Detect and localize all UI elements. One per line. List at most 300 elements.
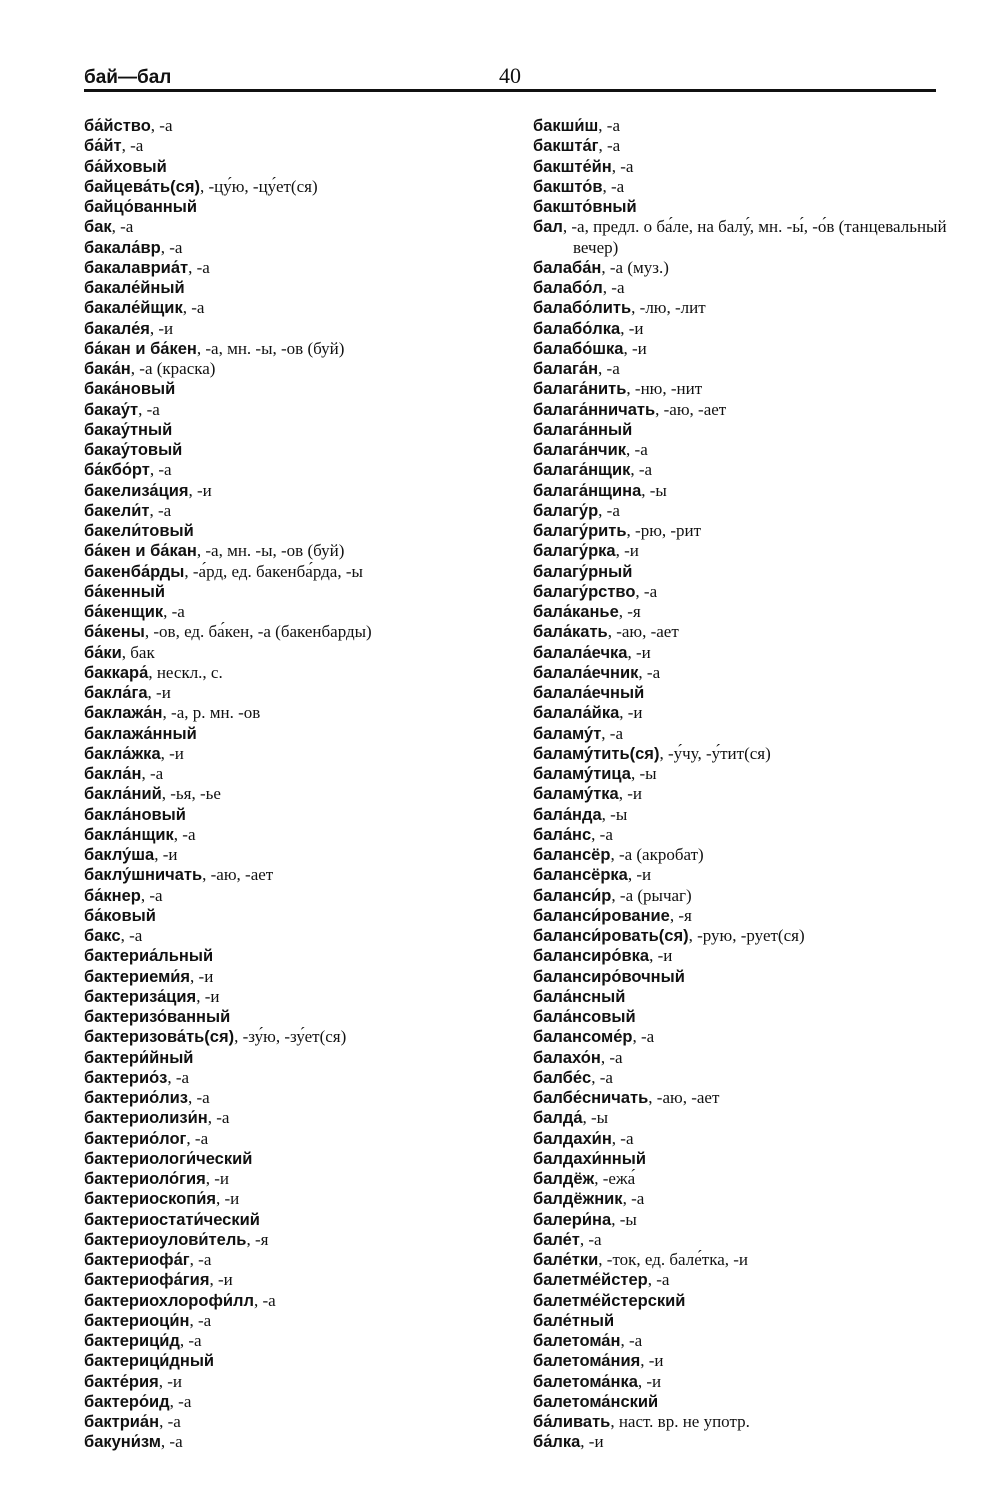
headword: ба́ливать: [533, 1413, 611, 1431]
grammar-note: , -ы: [611, 1209, 637, 1229]
dictionary-entry: [533, 1412, 953, 1432]
dictionary-entry: [533, 825, 953, 845]
headword: ба́кены: [84, 623, 145, 642]
headword: баламу́тица: [533, 765, 631, 783]
grammar-note: , -ы: [582, 1108, 609, 1128]
left-column: [84, 116, 504, 1453]
headword: балагу́рство: [533, 582, 636, 601]
grammar-note: , -а: [149, 460, 172, 480]
dictionary-entry: [84, 845, 504, 865]
headword: балетома́ния: [533, 1352, 641, 1371]
headword: балага́нщина: [533, 481, 642, 500]
grammar-note: , -а: [150, 116, 173, 135]
dictionary-entry: [84, 1412, 504, 1432]
headword: баклу́ша: [84, 846, 155, 864]
grammar-note: , наст. вр. не употр.: [610, 1412, 750, 1431]
grammar-note: , -а́рд, ед. бакенба́рда, -ы: [184, 561, 363, 581]
headword: ба́кан и ба́кен: [84, 339, 197, 358]
grammar-note: , -а: [207, 1108, 230, 1128]
dictionary-entry: [533, 643, 953, 663]
right-column: [533, 116, 953, 1453]
dictionary-entry: [84, 1432, 504, 1452]
dictionary-entry: [533, 116, 953, 136]
dictionary-entry: [84, 1351, 504, 1371]
dictionary-entry: [533, 1291, 953, 1311]
dictionary-entry: [533, 359, 953, 379]
headword: балага́нчик: [533, 441, 627, 459]
grammar-note: , -а: [182, 298, 205, 318]
dictionary-entry: [533, 602, 953, 622]
headword: балабо́шка: [533, 339, 624, 358]
dictionary-entry: [533, 886, 953, 906]
headword: бакала́вр: [84, 238, 161, 257]
grammar-note: , -и: [209, 1270, 233, 1290]
headword: бактериохлорофи́лл: [84, 1291, 254, 1310]
grammar-note: , -а, мн. -ы, -ов (буй): [196, 541, 345, 561]
dictionary-entry: [84, 177, 504, 197]
headword: баламу́т: [533, 724, 602, 743]
dictionary-entry: [84, 278, 504, 298]
grammar-note: , -а (акробат): [610, 845, 704, 864]
headword: бакуни́зм: [84, 1433, 161, 1452]
headword: бактерио́лиз: [84, 1089, 189, 1107]
dictionary-entry: [84, 1068, 504, 1088]
dictionary-entry: [533, 906, 953, 926]
grammar-note: , -и: [160, 743, 184, 763]
headword: балага́н: [533, 360, 599, 378]
grammar-note: , -а: [167, 1067, 190, 1087]
grammar-note: , -и: [158, 1371, 182, 1391]
headword: бала́канье: [533, 603, 619, 621]
dictionary-entry: [84, 1088, 504, 1108]
headword: баклажа́нный: [84, 724, 197, 743]
grammar-note: , -а: [141, 764, 164, 783]
headword: бакс: [84, 927, 121, 945]
dictionary-entry: [533, 683, 953, 703]
dictionary-entry: [533, 1372, 953, 1392]
headword: балагу́рить: [533, 522, 627, 540]
dictionary-entry: [84, 784, 504, 804]
grammar-note: , -а: [111, 217, 134, 237]
grammar-note: , -а: [579, 1229, 602, 1249]
grammar-note: , -а: [160, 237, 183, 257]
grammar-note: , -и: [154, 845, 178, 864]
headword: балага́нить: [533, 380, 627, 399]
grammar-note: , -а: [602, 278, 625, 297]
dictionary-entry: [533, 1311, 953, 1331]
grammar-note: , -и: [649, 946, 673, 966]
dictionary-entry: [84, 967, 504, 987]
headword: байцо́ванный: [84, 198, 198, 216]
grammar-note: , -аю, -ает: [655, 399, 727, 419]
headword: бала́нсовый: [533, 1008, 636, 1026]
grammar-note: , -и: [627, 642, 651, 662]
grammar-note: , -лю, -лит: [631, 298, 706, 318]
dictionary-entry: [84, 602, 504, 622]
dictionary-entry: [533, 1007, 953, 1027]
grammar-note: , -а: [620, 1331, 643, 1350]
headword: бактериоскопи́я: [84, 1190, 216, 1209]
dictionary-entry: [533, 420, 953, 440]
grammar-note: , -а: [163, 602, 185, 621]
grammar-note: , -а: [602, 176, 625, 196]
running-head: бай—бал: [84, 67, 172, 88]
dictionary-entry: [84, 319, 504, 339]
headword: бакшто́в: [533, 177, 603, 196]
dictionary-entry: [533, 784, 953, 804]
dictionary-entry: [533, 400, 953, 420]
grammar-note: , -а: [159, 1412, 181, 1431]
headword: балансиро́вочный: [533, 967, 685, 986]
dictionary-entry: [533, 724, 953, 744]
grammar-note: , -а: [121, 136, 144, 156]
dictionary-entry: [84, 339, 504, 359]
dictionary-entry: [533, 197, 953, 217]
headword: бакшта́г: [533, 137, 599, 156]
grammar-note: , -и: [147, 683, 171, 702]
grammar-note: , -а: [254, 1290, 276, 1310]
grammar-note: , -я: [669, 905, 692, 925]
headword: бактериа́льный: [84, 947, 214, 966]
headword: баланси́р: [533, 886, 612, 905]
dictionary-entry: [533, 1230, 953, 1250]
headword: баклу́шничать: [84, 866, 203, 885]
dictionary-entry: [84, 865, 504, 885]
grammar-note: , -рую, -рует(ся): [688, 926, 805, 945]
dictionary-entry: [533, 1149, 953, 1169]
headword: бактериофа́гия: [84, 1271, 210, 1290]
grammar-note: , -а (краска): [130, 359, 216, 378]
grammar-note: , -а: [598, 136, 621, 156]
grammar-note: , -а, мн. -ы, -ов (буй): [196, 338, 345, 358]
headword: бакау́товый: [84, 441, 183, 459]
grammar-note: , -а: [647, 1270, 670, 1290]
dictionary-entry: [84, 420, 504, 440]
grammar-note: , -и: [619, 703, 643, 723]
headword: бак: [84, 218, 112, 237]
headword: балансёр: [533, 846, 611, 864]
grammar-note: , -ы: [630, 764, 657, 783]
dictionary-entry: [533, 1189, 953, 1209]
headword: бала́кать: [533, 623, 608, 642]
grammar-note: , -и: [190, 966, 214, 986]
grammar-note: , -а: [591, 824, 613, 844]
grammar-note: , -а: [138, 399, 160, 419]
dictionary-entry: [533, 562, 953, 582]
dictionary-entry: [84, 1331, 504, 1351]
headword: балала́ечный: [533, 684, 645, 702]
dictionary-entry: [84, 1048, 504, 1068]
dictionary-entry: [533, 298, 953, 318]
dictionary-entry: [533, 987, 953, 1007]
headword: ба́ки: [84, 643, 122, 662]
headword: баланси́ровать(ся): [533, 927, 689, 945]
dictionary-entry: [533, 278, 953, 298]
dictionary-entry: [533, 744, 953, 764]
dictionary-entry: [84, 1149, 504, 1169]
dictionary-entry: [533, 845, 953, 865]
grammar-note: , -а: [622, 1189, 645, 1209]
headword: бактеризо́ванный: [84, 1008, 231, 1026]
grammar-note: , -а: [611, 156, 634, 176]
grammar-note: , -ток, ед. бале́тка, -и: [598, 1250, 749, 1269]
dictionary-entry: [84, 1027, 504, 1047]
grammar-note: , -и: [216, 1189, 240, 1209]
headword: балага́нничать: [533, 400, 656, 419]
grammar-note: , бак: [121, 642, 155, 662]
headword: бал: [533, 218, 563, 237]
headword: балери́на: [533, 1210, 612, 1229]
grammar-note: , -и: [188, 480, 212, 500]
headword: баклажа́н: [84, 704, 163, 723]
headword: бакши́ш: [533, 117, 599, 135]
dictionary-entry: [84, 359, 504, 379]
grammar-note: , -а: [169, 1391, 192, 1411]
headword: бакште́йн: [533, 157, 612, 176]
headword: балала́ечник: [533, 663, 639, 682]
headword: балдахи́н: [533, 1129, 612, 1148]
grammar-note: , -а: [601, 723, 623, 743]
headword: балансоме́р: [533, 1028, 633, 1047]
grammar-note: , -аю, -ает: [202, 865, 274, 885]
headword: балагу́р: [533, 501, 599, 520]
dictionary-entry: [84, 582, 504, 602]
dictionary-entry: [533, 339, 953, 359]
headword: бактериоулови́тель: [84, 1230, 247, 1249]
grammar-note: , -а: [630, 460, 653, 480]
headword: балетома́нка: [533, 1372, 638, 1391]
headword: бактериоло́гия: [84, 1170, 206, 1188]
headword: бале́т: [533, 1230, 580, 1249]
dictionary-entry: [84, 1007, 504, 1027]
dictionary-entry: [84, 1291, 504, 1311]
header-rule: [84, 89, 936, 92]
grammar-note: , -и: [618, 784, 642, 804]
grammar-note: , -а: [598, 116, 620, 135]
grammar-note: , -а: [598, 359, 620, 378]
headword: бактериза́ция: [84, 987, 197, 1006]
dictionary-entry: [84, 460, 504, 480]
dictionary-entry: [533, 703, 953, 723]
dictionary-entry: [84, 987, 504, 1007]
headword: баламу́тить(ся): [533, 744, 660, 763]
grammar-note: , -и: [149, 318, 174, 338]
grammar-note: , -и: [637, 1371, 662, 1391]
dictionary-entry: [533, 440, 953, 460]
grammar-note: , -а: [638, 662, 661, 682]
dictionary-entry: [533, 258, 953, 278]
headword: баланси́рование: [533, 906, 670, 925]
headword: балетома́нский: [533, 1392, 659, 1411]
headword: балага́нщик: [533, 461, 631, 480]
headword: балала́йка: [533, 704, 620, 723]
dictionary-entry: [84, 400, 504, 420]
headword: бакшто́вный: [533, 198, 637, 216]
dictionary-entry: [84, 136, 504, 156]
headword: ба́кенщик: [84, 603, 164, 621]
dictionary-entry: [533, 1027, 953, 1047]
grammar-note: , -а: [189, 1250, 212, 1269]
headword: балабо́л: [533, 279, 603, 297]
grammar-note: , -и: [640, 1351, 664, 1371]
dictionary-entry: [533, 1250, 953, 1270]
headword: бактериофа́г: [84, 1251, 190, 1269]
headword: бакау́тный: [84, 420, 173, 439]
dictionary-entry: [84, 886, 504, 906]
headword: ба́кнер: [84, 886, 141, 905]
dictionary-entry: [84, 481, 504, 501]
headword: бактерио́з: [84, 1068, 168, 1087]
grammar-note: , -а: [160, 1432, 183, 1452]
grammar-note: , -аю, -ает: [607, 622, 679, 642]
dictionary-entry: [533, 1351, 953, 1371]
grammar-note: , -я: [246, 1229, 269, 1249]
grammar-note: , -я: [618, 602, 641, 621]
headword: бакла́ний: [84, 785, 162, 804]
headword: ба́кбо́рт: [84, 461, 150, 480]
headword: бакте́рия: [84, 1372, 159, 1391]
headword: бакла́нщик: [84, 825, 174, 844]
headword: балагу́рка: [533, 542, 616, 561]
grammar-note: , -а (рычаг): [611, 885, 692, 905]
headword: ба́йт: [84, 137, 122, 156]
headword: ба́кенный: [84, 582, 165, 601]
dictionary-entry: [533, 582, 953, 602]
headword: баккара́: [84, 663, 149, 682]
headword: бактериолизи́н: [84, 1109, 208, 1128]
dictionary-entry: [84, 663, 504, 683]
headword: балахо́н: [533, 1048, 601, 1067]
grammar-note: , -а: [591, 1067, 613, 1087]
dictionary-entry: [533, 946, 953, 966]
headword: балабо́лить: [533, 299, 632, 318]
dictionary-entry: [84, 217, 504, 237]
grammar-note: , -и: [620, 318, 644, 338]
headword: бактериологи́ческий: [84, 1149, 253, 1168]
dictionary-entry: [533, 1048, 953, 1068]
dictionary-entry: [84, 379, 504, 399]
headword: бактерици́д: [84, 1332, 180, 1350]
headword: бакла́га: [84, 684, 148, 702]
dictionary-entry: [84, 744, 504, 764]
headword: ба́йство: [84, 117, 151, 135]
headword: балагу́рный: [533, 562, 633, 581]
dictionary-entry: [533, 663, 953, 683]
dictionary-entry: [84, 703, 504, 723]
dictionary-entry: [84, 906, 504, 926]
headword: ба́кен и ба́кан: [84, 542, 197, 561]
headword: балбе́сничать: [533, 1089, 649, 1107]
grammar-note: , -и: [580, 1432, 604, 1452]
grammar-note: , -цу́ю, -цу́ет(ся): [199, 176, 318, 196]
dictionary-entry: [533, 217, 953, 258]
dictionary-entry: [533, 481, 953, 501]
dictionary-entry: [533, 967, 953, 987]
dictionary-entry: [84, 1108, 504, 1128]
headword: бала́нда: [533, 805, 602, 824]
headword: бакла́н: [84, 765, 142, 783]
headword: бакели́товый: [84, 522, 194, 540]
dictionary-entry: [84, 197, 504, 217]
headword: балага́нный: [533, 420, 633, 439]
headword: ба́ковый: [84, 906, 156, 925]
dictionary-entry: [84, 298, 504, 318]
dictionary-entry: [533, 622, 953, 642]
grammar-note: , -и: [615, 541, 639, 561]
dictionary-entry: [84, 541, 504, 561]
dictionary-entry: [533, 460, 953, 480]
dictionary-entry: [533, 805, 953, 825]
headword: бактериостати́ческий: [84, 1210, 260, 1229]
dictionary-entry: [84, 238, 504, 258]
headword: бактриа́н: [84, 1413, 160, 1431]
headword: бакелиза́ция: [84, 481, 189, 500]
dictionary-entry: [533, 865, 953, 885]
headword: бакла́новый: [84, 805, 186, 824]
headword: ба́йховый: [84, 157, 167, 176]
headword: бакели́т: [84, 501, 150, 520]
dictionary-entry: [84, 157, 504, 177]
dictionary-entry: [533, 1169, 953, 1189]
headword: балетома́н: [533, 1332, 621, 1350]
dictionary-entry: [84, 1210, 504, 1230]
headword: байцева́ть(ся): [84, 177, 200, 196]
dictionary-entry: [84, 1372, 504, 1392]
dictionary-entry: [533, 177, 953, 197]
headword: бакау́т: [84, 400, 139, 419]
headword: бале́тки: [533, 1251, 599, 1269]
headword: балбе́с: [533, 1068, 592, 1087]
page-number: 40: [499, 63, 521, 88]
dictionary-entry: [84, 764, 504, 784]
grammar-note: , -а: [186, 1128, 209, 1148]
dictionary-entry: [533, 379, 953, 399]
headword: балаба́н: [533, 258, 602, 277]
dictionary-entry: [533, 1129, 953, 1149]
headword: балансёрка: [533, 866, 628, 885]
grammar-note: , -ы: [641, 480, 667, 500]
grammar-note: , -а: [635, 581, 658, 601]
grammar-note: , -рю, -рит: [626, 521, 702, 540]
dictionary-entry: [533, 1108, 953, 1128]
headword: балетме́йстер: [533, 1271, 648, 1290]
grammar-note: , -аю, -ает: [648, 1088, 720, 1107]
dictionary-entry: [84, 1250, 504, 1270]
dictionary-entry: [84, 1189, 504, 1209]
grammar-note: , -а: [598, 500, 620, 520]
dictionary-entry: [533, 521, 953, 541]
grammar-note: , -а, р. мн. -ов: [162, 703, 261, 723]
dictionary-entry: [84, 521, 504, 541]
grammar-note: , -а: [149, 500, 172, 520]
dictionary-entry: [84, 1129, 504, 1149]
dictionary-entry: [84, 643, 504, 663]
grammar-note: , -а: [188, 1088, 210, 1107]
headword: бакла́жка: [84, 744, 161, 763]
dictionary-entry: [84, 805, 504, 825]
page-header: [84, 58, 936, 92]
headword: бактерио́лог: [84, 1129, 187, 1148]
dictionary-entry: [533, 1088, 953, 1108]
headword: бакале́йщик: [84, 299, 183, 318]
dictionary-entry: [84, 116, 504, 136]
dictionary-entry: [84, 825, 504, 845]
headword: бакале́йный: [84, 279, 185, 297]
headword: балдахи́нный: [533, 1149, 646, 1168]
dictionary-entry: [84, 501, 504, 521]
dictionary-entry: [84, 1392, 504, 1412]
headword: бакенба́рды: [84, 562, 185, 581]
